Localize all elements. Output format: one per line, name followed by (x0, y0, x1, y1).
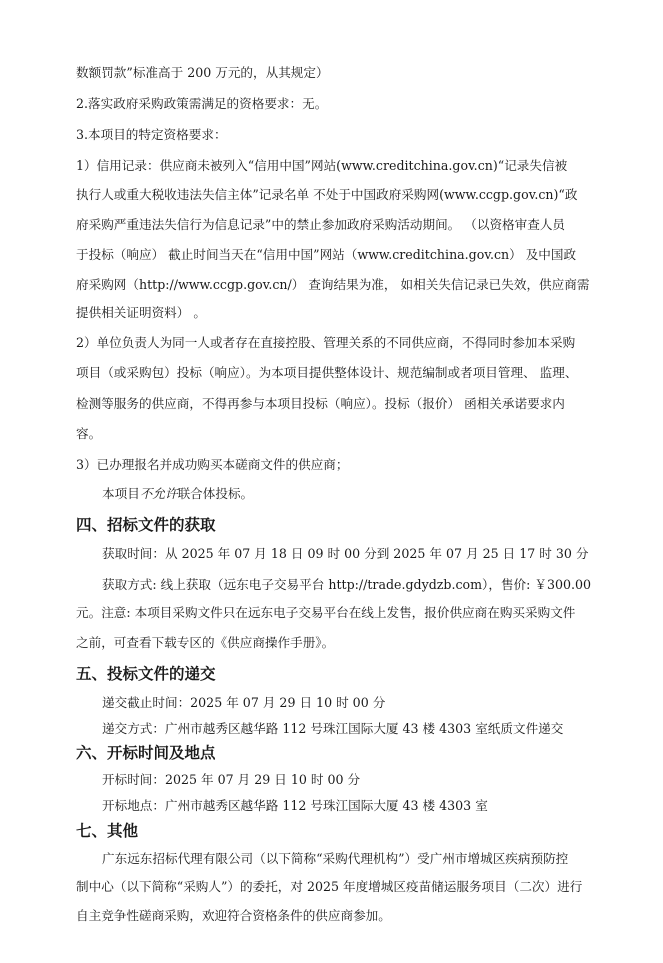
joint-bid-line (102, 485, 632, 503)
text-span: 本项目 (102, 486, 140, 501)
text-line: 递交截止时间：2025 年 07 月 29 日 10 时 00 分 (102, 695, 386, 710)
text-line: 1）信用记录：供应商未被列入“信用中国”网站(www.creditchina.gov.cn)“记录失信被 (76, 158, 568, 173)
text-line: 3.本项目的特定资格要求： (76, 127, 227, 142)
text-line: 3）已办理报名并成功购买本磋商文件的供应商； (76, 457, 349, 472)
text-line: 广东远东招标代理有限公司（以下简称“采购代理机构”）受广州市增城区疾病预防控 (102, 851, 569, 866)
text-line: 递交方式：广州市越秀区越华路 112 号珠江国际大厦 43 楼 4303 室纸质文件递交 (102, 721, 564, 736)
text-line: 获取方式: 线上获取（远东电子交易平台 http://trade.gdydzb.com），售价: ￥300.00 (102, 577, 592, 592)
text-line: 容。 (76, 426, 102, 441)
section-heading: 六、开标时间及地点 (76, 744, 216, 762)
text-line: 项目（或采购包）投标（响应）。为本项目提供整体设计、规范编制或者项目管理、 监理、 (76, 365, 578, 380)
text-line: 开标时间：2025 年 07 月 29 日 10 时 00 分 (102, 772, 361, 787)
text-line: 检测等服务的供应商，不得再参与本项目投标（响应）。投标（报价） 函相关承诺要求内 (76, 396, 565, 411)
section-heading: 七、其他 (76, 822, 139, 840)
text-line: 2.落实政府采购政策需满足的资格要求：无。 (76, 96, 328, 111)
text-line: 数额罚款”标准高于 200 万元的，从其规定） (76, 65, 329, 80)
text-line: 府采购严重违法失信行为信息记录”中的禁止参加政府采购活动期间。 （以资格审查人员 (76, 217, 566, 232)
text-line: 开标地点：广州市越秀区越华路 112 号珠江国际大厦 43 楼 4303 室 (102, 798, 488, 813)
text-line: 府采购网（http://www.ccgp.gov.cn/） 查询结果为准， 如相关失信记录已失效，供应商需 (76, 277, 590, 292)
text-line: 执行人或重大税收违法失信主体”记录名单 不处于中国政府采购网(www.ccgp.gov.cn)“政 (76, 187, 578, 202)
text-line: 于投标（响应） 截止时间当天在“信用中国”网站（www.creditchina.gov.cn） 及中国政 (76, 247, 577, 262)
text-line: 制中心（以下简称“采购人”）的委托，对 2025 年度增城区疫苗储运服务项目（二次）进行 (76, 879, 583, 894)
text-line: 2）单位负责人为同一人或者存在直接控股、管理关系的不同供应商，不得同时参加本采购 (76, 335, 576, 350)
text-line: 元。注意: 本项目采购文件只在远东电子交易平台在线上发售，报价供应商在购买采购文件 (76, 605, 576, 620)
text-span: 联合体投标。 (177, 486, 254, 501)
text-line: 自主竞争性磋商采购，欢迎符合资格条件的供应商参加。 (76, 908, 391, 923)
text-line: 之前，可查看下载专区的《供应商操作手册》。 (76, 635, 335, 650)
text-line: 提供相关证明资料） 。 (76, 305, 206, 320)
section-heading: 四、招标文件的获取 (76, 516, 216, 534)
section-heading: 五、投标文件的递交 (76, 665, 216, 683)
emphasis-text: 不允许 (139, 486, 178, 501)
text-line: 获取时间：从 2025 年 07 月 18 日 09 时 00 分到 2025 年 07 月 25 日 17 时 30 分 (102, 546, 589, 561)
